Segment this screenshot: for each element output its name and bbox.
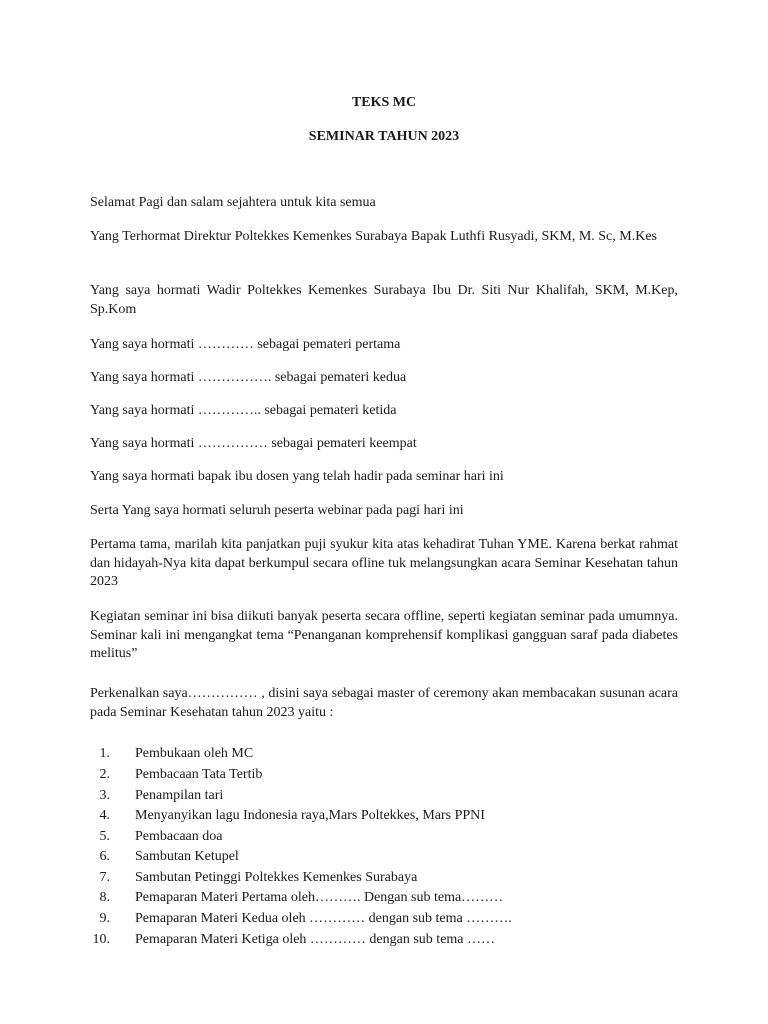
greeting-paragraph: Selamat Pagi dan salam sejahtera untuk kita semua [90,195,376,210]
seminar-theme-paragraph: Kegiatan seminar ini bisa diikuti banyak peserta secara offline, seperti kegiatan seminar pada umumnya. Seminar kali ini mengangkat tema “Penanganan komprehensif komplikasi gangguan saraf pada diabetes melitus” [90,609,678,661]
opening-gratitude-paragraph: Pertama tama, marilah kita panjatkan puji syukur kita atas kehadirat Tuhan YME. Karena berkat rahmat dan hidayah-Nya kita dapat berkumpul secara ofline tuk melangsungkan acara Seminar Kesehatan tahun 2023 [90,537,678,589]
salutation-speaker-4: Yang saya hormati …………… sebagai pemateri keempat [90,436,417,451]
salutation-vice-director: Yang saya hormati Wadir Poltekkes Kemenkes Surabaya Ibu Dr. Siti Nur Khalifah, SKM, M.Kep, Sp.Kom [90,283,678,317]
list-item-number: 1. [99,746,110,761]
list-item-number: 6. [99,849,110,864]
list-item-text: Pemaparan Materi Kedua oleh ………… dengan sub tema ………. [135,911,512,926]
salutation-speaker-2: Yang saya hormati ……………. sebagai pemateri kedua [90,370,407,385]
list-item-number: 9. [99,911,110,926]
salutation-speaker-1: Yang saya hormati ………… sebagai pemateri pertama [90,337,401,352]
mc-introduction-paragraph: Perkenalkan saya…………… , disini saya sebagai master of ceremony akan membacakan susunan acara pada Seminar Kesehatan tahun 2023 yaitu : [90,686,678,720]
salutation-speaker-3: Yang saya hormati ………….. sebagai pemateri ketida [90,403,397,418]
document-title: TEKS MC [351,95,417,110]
list-item-text: Sambutan Ketupel [135,849,239,864]
list-item-text: Pemaparan Materi Ketiga oleh ………… dengan sub tema …… [135,932,496,947]
list-item-text: Pembacaan doa [135,829,223,844]
list-item-text: Pembukaan oleh MC [135,746,254,761]
document-subtitle: SEMINAR TAHUN 2023 [308,129,460,144]
list-item-text: Penampilan tari [135,788,224,803]
list-item-text: Pembacaan Tata Tertib [135,767,263,782]
list-item-number: 2. [99,767,110,782]
list-item-number: 4. [99,808,110,823]
list-item-number: 3. [99,788,110,803]
salutation-participants: Serta Yang saya hormati seluruh peserta webinar pada pagi hari ini [90,503,464,518]
salutation-lecturers: Yang saya hormati bapak ibu dosen yang telah hadir pada seminar hari ini [90,469,504,484]
list-item-text: Sambutan Petinggi Poltekkes Kemenkes Surabaya [135,870,418,885]
list-item-number: 7. [99,870,110,885]
list-item-number: 5. [99,829,110,844]
salutation-director: Yang Terhormat Direktur Poltekkes Kemenkes Surabaya Bapak Luthfi Rusyadi, SKM, M. Sc, M.Kes [90,229,657,244]
list-item-number: 8. [99,890,110,905]
list-item-text: Pemaparan Materi Pertama oleh………. Dengan sub tema……… [135,890,504,905]
list-item-number: 10. [92,932,110,947]
list-item-text: Menyanyikan lagu Indonesia raya,Mars Poltekkes, Mars PPNI [135,808,485,823]
